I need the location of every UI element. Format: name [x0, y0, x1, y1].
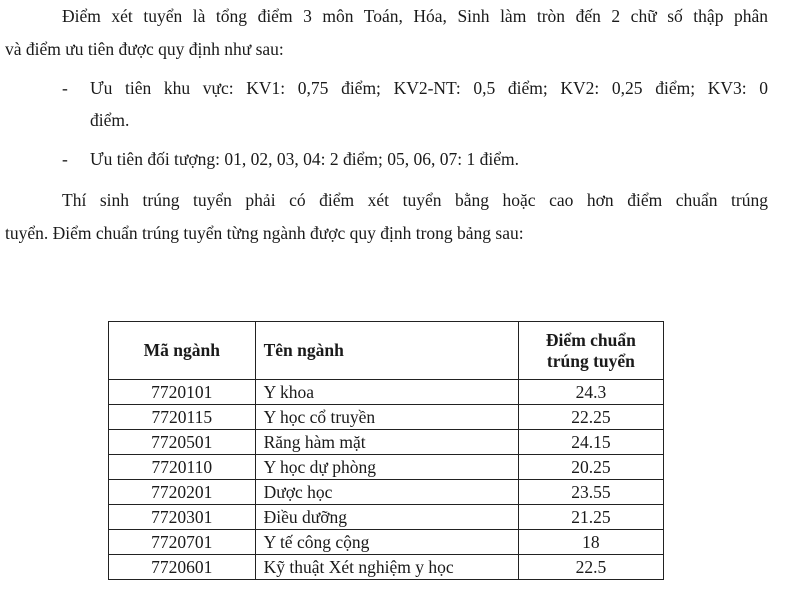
cell-score: 20.25: [518, 455, 663, 480]
cell-name: Răng hàm mặt: [255, 430, 518, 455]
cell-score: 24.3: [518, 380, 663, 405]
cell-code: 7720501: [109, 430, 256, 455]
header-code: Mã ngành: [109, 322, 256, 380]
cell-name: Y học dự phòng: [255, 455, 518, 480]
bullet-marker: -: [62, 149, 68, 169]
cell-code: 7720301: [109, 505, 256, 530]
table-row: [109, 430, 664, 455]
table-row: [109, 505, 664, 530]
cell-code: 7720115: [109, 405, 256, 430]
paragraph-2-line-2: tuyển. Điểm chuẩn trúng tuyển từng ngành được quy định trong bảng sau:: [5, 223, 524, 243]
cell-name: Y tế công cộng: [255, 530, 518, 555]
cell-name: Y khoa: [255, 380, 518, 405]
header-score-line-2: trúng tuyển: [546, 350, 635, 371]
table-header-row: [109, 322, 664, 380]
table-row: [109, 380, 664, 405]
cell-code: 7720201: [109, 480, 256, 505]
bullet-2-line-1: Ưu tiên đối tượng: 01, 02, 03, 04: 2 điểm; 05, 06, 07: 1 điểm.: [90, 149, 519, 169]
table-row: [109, 405, 664, 430]
paragraph-1-line-1: Điểm xét tuyển là tổng điểm 3 môn Toán, Hóa, Sinh làm tròn đến 2 chữ số thập phân: [62, 6, 768, 26]
table-row: [109, 555, 664, 580]
table-row: [109, 455, 664, 480]
bullet-marker: -: [62, 78, 68, 98]
cell-score: 21.25: [518, 505, 663, 530]
paragraph-2-line-1: Thí sinh trúng tuyển phải có điểm xét tuyển bằng hoặc cao hơn điểm chuẩn trúng: [62, 190, 768, 210]
bullet-1-line-1: Ưu tiên khu vực: KV1: 0,75 điểm; KV2-NT: 0,5 điểm; KV2: 0,25 điểm; KV3: 0: [90, 78, 768, 98]
cell-code: 7720101: [109, 380, 256, 405]
cell-name: Điều dưỡng: [255, 505, 518, 530]
header-score: [518, 322, 663, 380]
paragraph-1-line-2: và điểm ưu tiên được quy định như sau:: [5, 39, 284, 59]
cell-score: 23.55: [518, 480, 663, 505]
cell-score: 18: [518, 530, 663, 555]
cell-score: 24.15: [518, 430, 663, 455]
bullet-1-line-2: điểm.: [90, 110, 130, 130]
cell-code: 7720701: [109, 530, 256, 555]
header-score-line-1: Điểm chuẩn: [545, 329, 636, 350]
cell-name: Dược học: [255, 480, 518, 505]
cell-score: 22.5: [518, 555, 663, 580]
cell-code: 7720110: [109, 455, 256, 480]
cell-score: 22.25: [518, 405, 663, 430]
table-row: [109, 530, 664, 555]
header-name: Tên ngành: [255, 322, 518, 380]
cell-name: Kỹ thuật Xét nghiệm y học: [255, 555, 518, 580]
cell-code: 7720601: [109, 555, 256, 580]
cell-name: Y học cổ truyền: [255, 405, 518, 430]
table-row: [109, 480, 664, 505]
admission-score-table: [108, 321, 664, 580]
